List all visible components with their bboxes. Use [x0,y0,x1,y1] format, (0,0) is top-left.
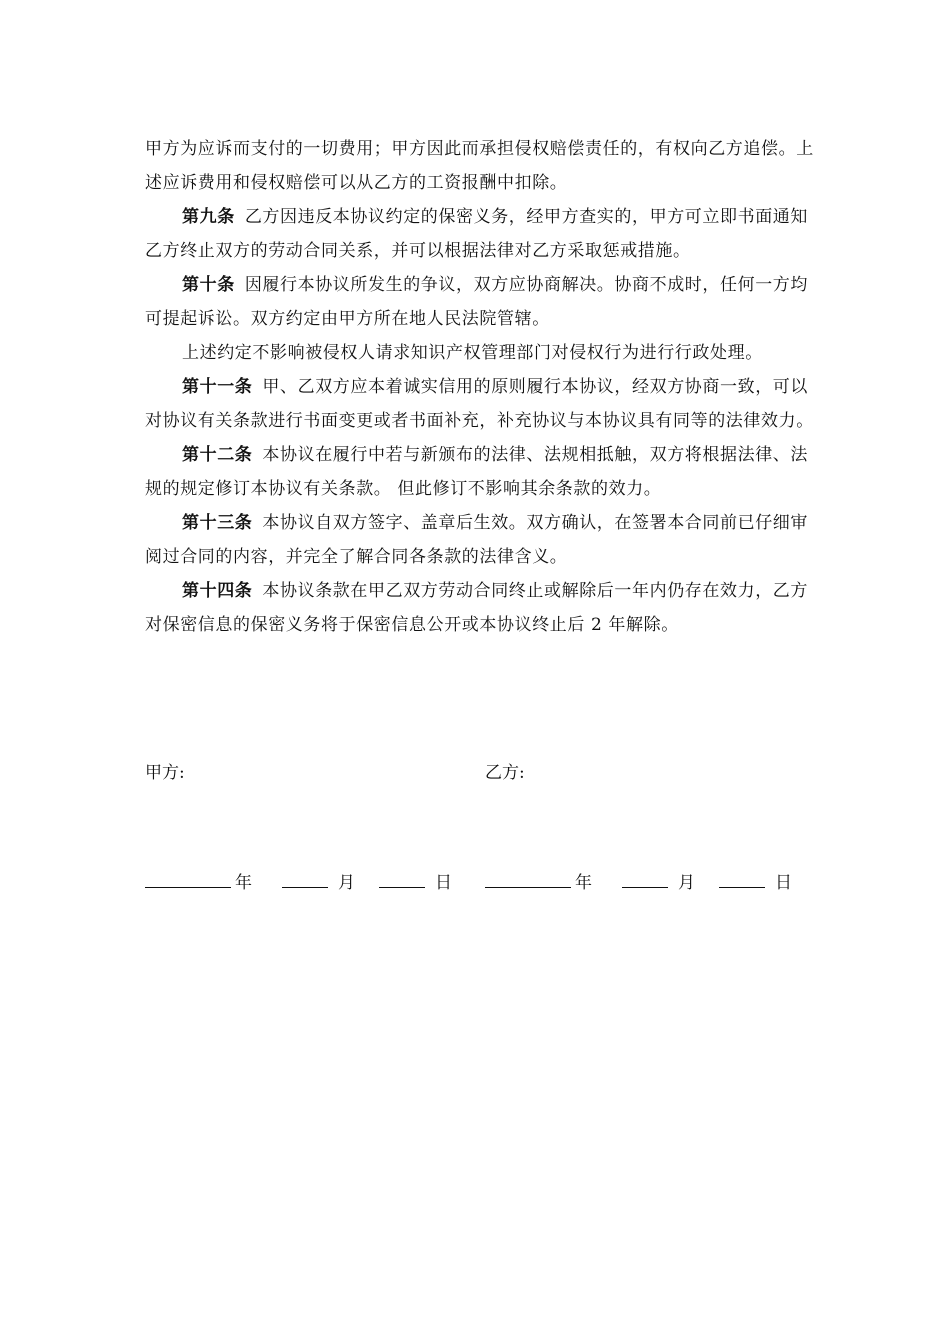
article-9 [145,200,825,268]
article-12-title: 第十二条 [182,445,253,465]
article-10-text: 因履行本协议所发生的争议，双方应协商解决。协商不成时，任何一方均可提起诉讼。双方约定由甲方所在地人民法院管辖。 [145,275,809,329]
party-b-year-label: 年 [575,873,592,893]
party-a-year-blank[interactable] [145,867,231,888]
paragraph-continuation: 甲方为应诉而支付的一切费用；甲方因此而承担侵权赔偿责任的，有权向乙方追偿。上述应诉费用和侵权赔偿可以从乙方的工资报酬中扣除。 [145,139,814,193]
party-b-day-blank[interactable] [719,867,765,888]
party-b-year-blank[interactable] [485,867,571,888]
article-10-title: 第十条 [182,275,235,295]
article-14-title: 第十四条 [182,581,253,601]
party-a-month-label: 月 [338,873,355,893]
party-a-day-blank[interactable] [379,867,425,888]
article-12-text: 本协议在履行中若与新颁布的法律、法规相抵触，双方将根据法律、法规的规定修订本协议有关条款。 但此修订不影响其余条款的效力。 [145,445,809,499]
party-a-date [145,867,456,896]
article-13-text: 本协议自双方签字、盖章后生效。双方确认，在签署本合同前已仔细审阅过合同的内容，并完全了解合同各条款的法律含义。 [145,513,809,567]
party-a-label: 甲方: [145,763,185,783]
article-11-text: 甲、乙双方应本着诚实信用的原则履行本协议，经双方协商一致，可以对协议有关条款进行书面变更或者书面补充，补充协议与本协议具有同等的法律效力。 [145,377,814,431]
article-9-text: 乙方因违反本协议约定的保密义务，经甲方查实的，甲方可立即书面通知乙方终止双方的劳动合同关系，并可以根据法律对乙方采取惩戒措施。 [145,207,809,261]
article-14 [145,574,825,642]
article-10 [145,268,825,336]
party-a-day-label: 日 [435,873,452,893]
party-b-label: 乙方: [485,763,525,783]
party-b-month-label: 月 [678,873,695,893]
article-11-title: 第十一条 [182,377,253,397]
article-12 [145,438,825,506]
party-a-month-blank[interactable] [282,867,328,888]
agreement-body [145,132,825,642]
article-9-title: 第九条 [182,207,235,227]
party-b-month-blank[interactable] [622,867,668,888]
party-a-year-label: 年 [235,873,252,893]
party-b-day-label: 日 [775,873,792,893]
article-13 [145,506,825,574]
article-13-title: 第十三条 [182,513,253,533]
party-b-date [485,867,796,896]
paragraph-admin-note: 上述约定不影响被侵权人请求知识产权管理部门对侵权行为进行行政处理。 [182,343,763,363]
article-11 [145,370,825,438]
article-14-text: 本协议条款在甲乙双方劳动合同终止或解除后一年内仍存在效力，乙方对保密信息的保密义务将于保密信息公开或本协议终止后 2 年解除。 [145,581,809,635]
